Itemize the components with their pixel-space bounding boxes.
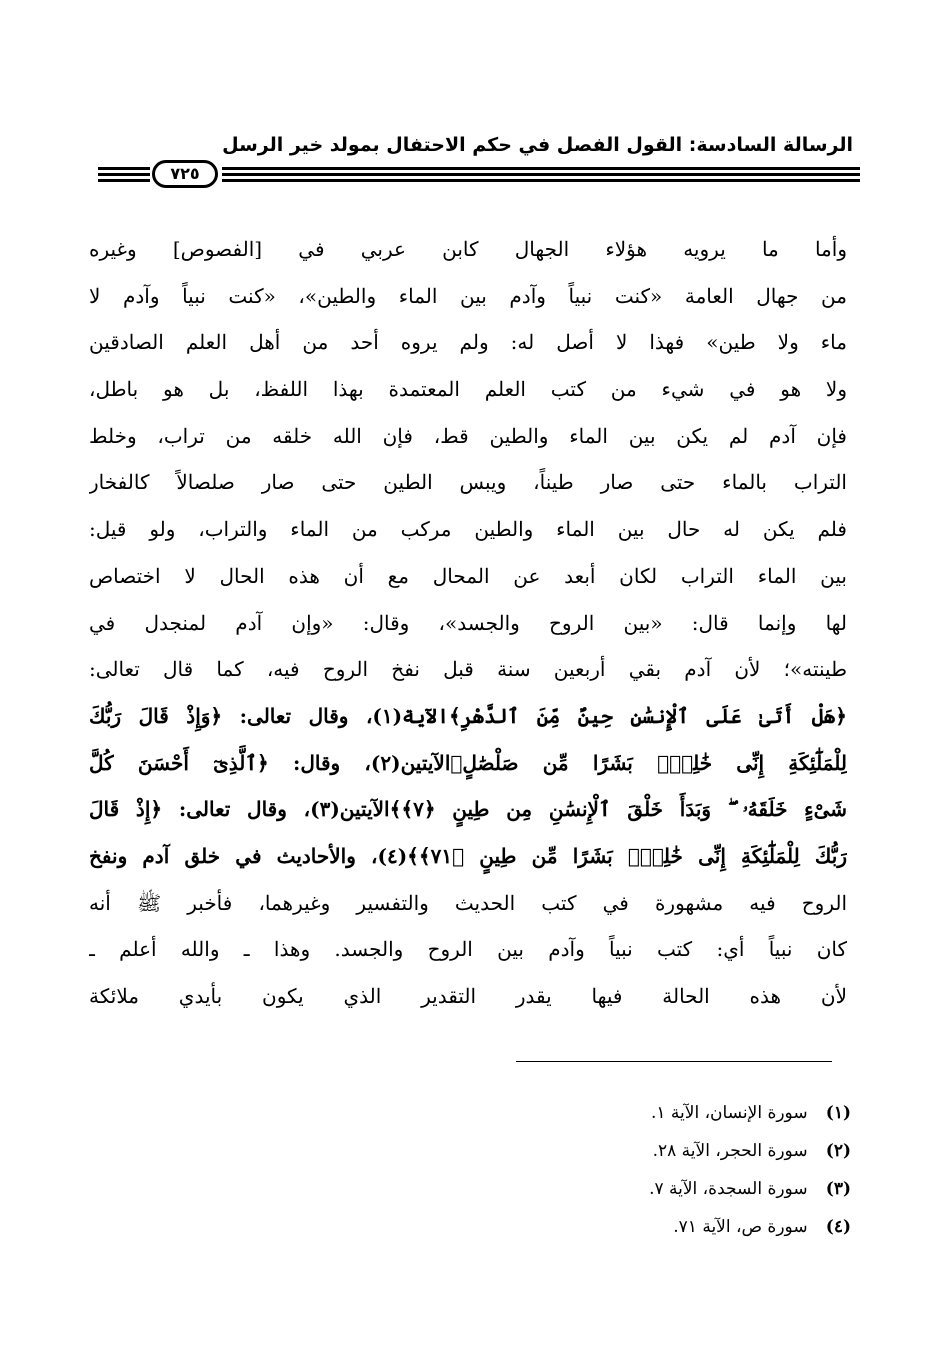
footnote (551, 1094, 851, 1132)
header-rule (98, 160, 860, 190)
quran-verse-line: لِلْمَلَٰٓئِكَةِ إِنِّى خَٰلِقٌۢ بَشَرًا مِّن صَلْصَٰلٍ﴾الآيتين(٢)، وقال: ﴿ٱلَّذِىٓ أَحْسَنَ كُلَّ (89, 750, 847, 775)
footnote-text: سورة السجدة، الآية ٧. (649, 1179, 808, 1199)
footnote-number: (١) (825, 1103, 851, 1123)
text-line: التراب بالماء حتى صار طيناً، ويبس الطين حتى صار صلصالاً كالفخار (89, 470, 847, 495)
quran-verse-line: ﴿هَلْ أَتَىٰ عَلَى ٱلْإِنسَٰنِ حِينٌ مِّنَ ٱلدَّهْرِ﴾الآية(١)، وقال تعالى: ﴿وَإِذْ قَالَ رَبُّكَ (89, 703, 847, 728)
footnote-number: (٢) (825, 1141, 851, 1161)
text-line: كان نبياً أي: كتب نبياً وآدم بين الروح والجسد. وهذا ـ والله أعلم ـ (89, 937, 847, 962)
footnote (551, 1170, 851, 1208)
text-line: لها وإنما قال: «بين الروح والجسد»، وقال: «وإن آدم لمنجدل في (89, 610, 847, 635)
footnote (551, 1132, 851, 1170)
header-rule-line (222, 167, 860, 170)
header-rule-line (98, 167, 150, 170)
header-rule-line (98, 179, 150, 182)
footnote-text: سورة ص، الآية ٧١. (673, 1217, 808, 1237)
text-line: فإن آدم لم يكن بين الماء والطين قط، فإن الله خلقه من تراب، وخلط (89, 423, 847, 448)
text-line: ماء ولا طين» فهذا لا أصل له: ولم يروه أحد من أهل العلم الصادقين (89, 330, 847, 355)
header-rule-line (222, 179, 860, 182)
quran-verse-line: رَبُّكَ لِلْمَلَٰٓئِكَةِ إِنِّى خَٰلِقٌۢ بَشَرًا مِّن طِينٍ ﴿٧١﴾﴾(٤)، والأحاديث في خلق آدم ونفخ (89, 843, 847, 868)
footnote-separator (516, 1061, 832, 1062)
text-line: بين الماء التراب لكان أبعد عن المحال مع أن هذه الحال لا اختصاص (89, 563, 847, 588)
footnotes (551, 1094, 851, 1246)
header-rule-line (98, 173, 150, 176)
header-rule-line (222, 173, 860, 176)
text-line: طينته»؛ لأن آدم بقي أربعين سنة قبل نفخ الروح فيه، كما قال تعالى: (89, 657, 847, 682)
footnote-text: سورة الإنسان، الآية ١. (650, 1103, 808, 1123)
main-text (89, 226, 847, 1020)
text-line: ولا هو في شيء من كتب العلم المعتمدة بهذا اللفظ، بل هو باطل، (89, 377, 847, 402)
footnote-number: (٤) (825, 1217, 851, 1237)
running-header-title: الرسالة السادسة: القول الفصل في حكم الاحتفال بمولد خير الرسل (222, 134, 853, 156)
text-line: وأما ما يرويه هؤلاء الجهال كابن عربي في [الفصوص] وغيره (89, 237, 847, 261)
footnote (551, 1208, 851, 1246)
page-number: ٧٢٥ (152, 160, 218, 188)
text-line: لأن هذه الحالة فيها يقدر التقدير الذي يكون بأيدي ملائكة (89, 984, 847, 1008)
text-line: فلم يكن له حال بين الماء والطين مركب من الماء والتراب، ولو قيل: (89, 517, 847, 542)
footnote-text: سورة الحجر، الآية ٢٨. (652, 1141, 808, 1161)
text-line: من جهال العامة «كنت نبياً وآدم بين الماء والطين»، «كنت نبياً وآدم لا (89, 283, 847, 308)
footnote-number: (٣) (825, 1179, 851, 1199)
quran-verse-line: شَىْءٍ خَلَقَهُۥ ۖ وَبَدَأَ خَلْقَ ٱلْإِنسَٰنِ مِن طِينٍ ﴿٧﴾﴾الآيتين(٣)، وقال تعالى: ﴿إِذْ قَالَ (89, 797, 847, 822)
text-line: الروح فيه مشهورة في كتب الحديث والتفسير وغيرهما، فأخبر ﷺ أنه (89, 890, 847, 915)
